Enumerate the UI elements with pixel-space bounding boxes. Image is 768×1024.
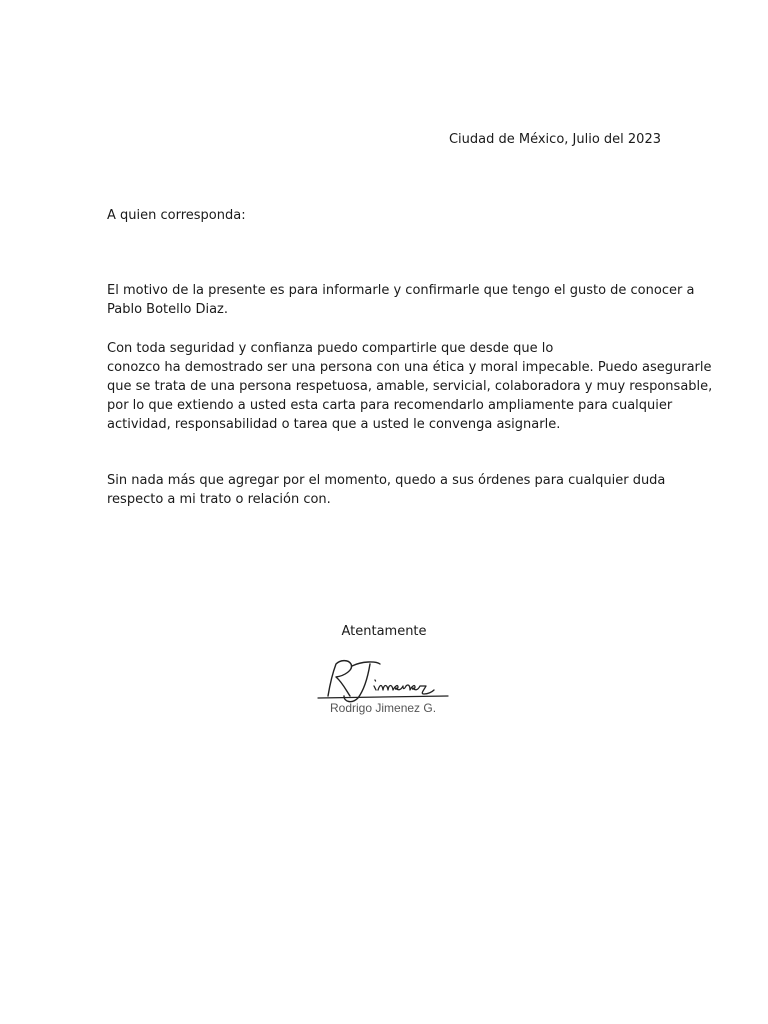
letter-greeting: A quien corresponda: xyxy=(107,208,246,223)
paragraph-line: respecto a mi trato o relación con. xyxy=(107,492,331,507)
closing-salutation: Atentamente xyxy=(341,624,427,639)
paragraph-line: por lo que extiendo a usted esta carta para recomendarlo ampliamente para cualquier xyxy=(107,398,673,413)
paragraph-line: Con toda seguridad y confianza puedo compartirle que desde que lo xyxy=(107,341,554,356)
paragraph-line: actividad, responsabilidad o tarea que a usted le convenga asignarle. xyxy=(107,417,561,432)
paragraph-closing xyxy=(107,471,666,509)
signer-name: Rodrigo Jimenez G. xyxy=(330,701,437,715)
paragraph-line: Sin nada más que agregar por el momento, quedo a sus órdenes para cualquier duda xyxy=(107,473,666,488)
paragraph-line: conozco ha demostrado ser una persona con una ética y moral impecable. Puedo asegurarle xyxy=(107,360,712,375)
letter-date: Ciudad de México, Julio del 2023 xyxy=(448,132,661,147)
paragraph-line: Pablo Botello Diaz. xyxy=(107,302,228,317)
paragraph-recommendation xyxy=(107,339,713,434)
paragraph-introduction xyxy=(107,281,695,319)
paragraph-line: que se trata de una persona respetuosa, amable, servicial, colaboradora y muy responsable, xyxy=(107,379,713,394)
paragraph-line: El motivo de la presente es para informarle y confirmarle que tengo el gusto de conocer a xyxy=(107,283,695,298)
